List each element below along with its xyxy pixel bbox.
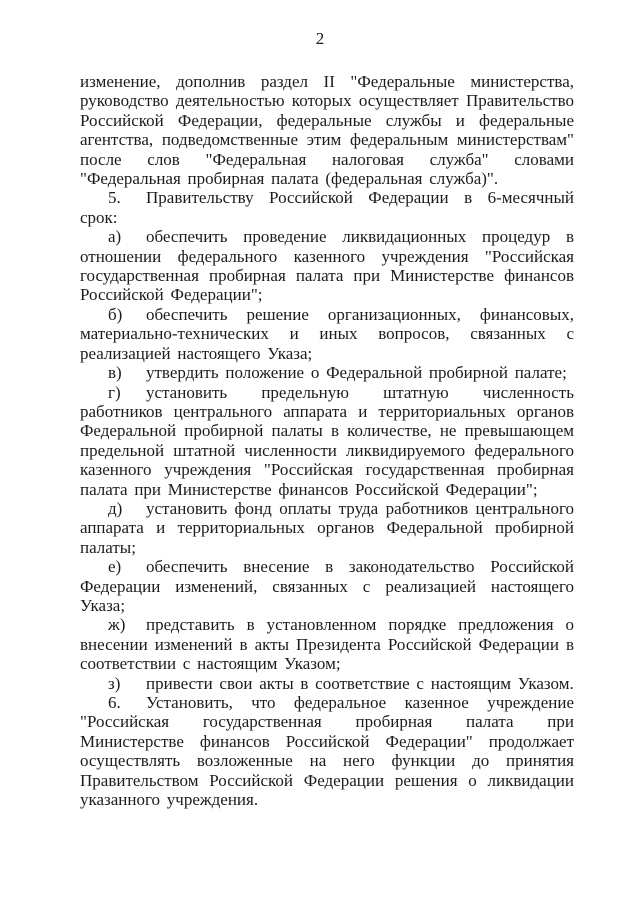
page-number: 2: [315, 29, 325, 48]
paragraph: [80, 383, 574, 499]
list-marker: б): [108, 304, 123, 324]
paragraph-text: утвердить положение о Федеральной пробирной палате;: [146, 363, 567, 383]
list-marker: в): [108, 363, 122, 383]
list-marker: г): [108, 382, 121, 402]
paragraph: [80, 557, 574, 615]
paragraph-text: установить фонд оплаты труда работников центрального аппарата и территориальных органов Федеральной пробирной палаты;: [80, 498, 574, 557]
list-marker: е): [108, 557, 122, 577]
list-marker: д): [108, 498, 123, 518]
list-marker: 5.: [108, 188, 121, 208]
paragraph-text: Установить, что федеральное казенное учреждение "Российская государственная пробирная палата при Министерстве финансов Российской Федерации" продолжает осуществлять возложенные на него функции до принятия Правительством Российской Федерации решения о ликвидации указанного учреждения.: [80, 693, 574, 810]
paragraph: [80, 499, 574, 557]
paragraph: [80, 363, 574, 382]
paragraph-text: установить предельную штатную численность работников центрального аппарата и территориальных органов Федеральной пробирной палаты в количестве, не превышающем предельной штатной численности ликвидируемого федерального казенного учреждения "Российская государственная пробирная палата при Министерстве финансов Российской Федерации";: [80, 382, 574, 499]
document-content: [80, 72, 574, 809]
paragraph-text: привести свои акты в соответствие с настоящим Указом.: [146, 673, 574, 693]
list-marker: 6.: [108, 693, 121, 712]
list-marker: з): [108, 673, 121, 693]
paragraph-text: Правительству Российской Федерации в 6-месячный срок:: [80, 188, 574, 227]
list-marker: а): [108, 227, 122, 247]
paragraph: [80, 674, 574, 693]
paragraph-text: обеспечить проведение ликвидационных процедур в отношении федерального казенного учреждения "Российская государственная пробирная палата при Министерстве финансов Российской Федерации";: [80, 227, 574, 305]
paragraph: [80, 227, 574, 305]
list-marker: ж): [108, 615, 126, 635]
paragraph-text: обеспечить решение организационных, финансовых, материально-технических и иных вопросов, связанных с реализацией настоящего Указа;: [80, 304, 574, 363]
paragraph: [80, 72, 574, 188]
paragraph: [80, 188, 574, 227]
paragraph: [80, 305, 574, 363]
paragraph-text: обеспечить внесение в законодательство Российской Федерации изменений, связанных с реализацией настоящего Указа;: [80, 557, 574, 615]
paragraph: [80, 693, 574, 809]
paragraph: [80, 615, 574, 673]
paragraph-text: изменение, дополнив раздел II "Федеральные министерства, руководство деятельностью которых осуществляет Правительство Российской Федерации, федеральные службы и федеральные агентства, подведомственные этим федеральным министерствам" после слов "Федеральная налоговая служба" словами "Федеральная пробирная палата (федеральная служба)".: [80, 72, 574, 189]
paragraph-text: представить в установленном порядке предложения о внесении изменений в акты Президента Российской Федерации в соответствии с настоящим Указом;: [80, 615, 574, 674]
